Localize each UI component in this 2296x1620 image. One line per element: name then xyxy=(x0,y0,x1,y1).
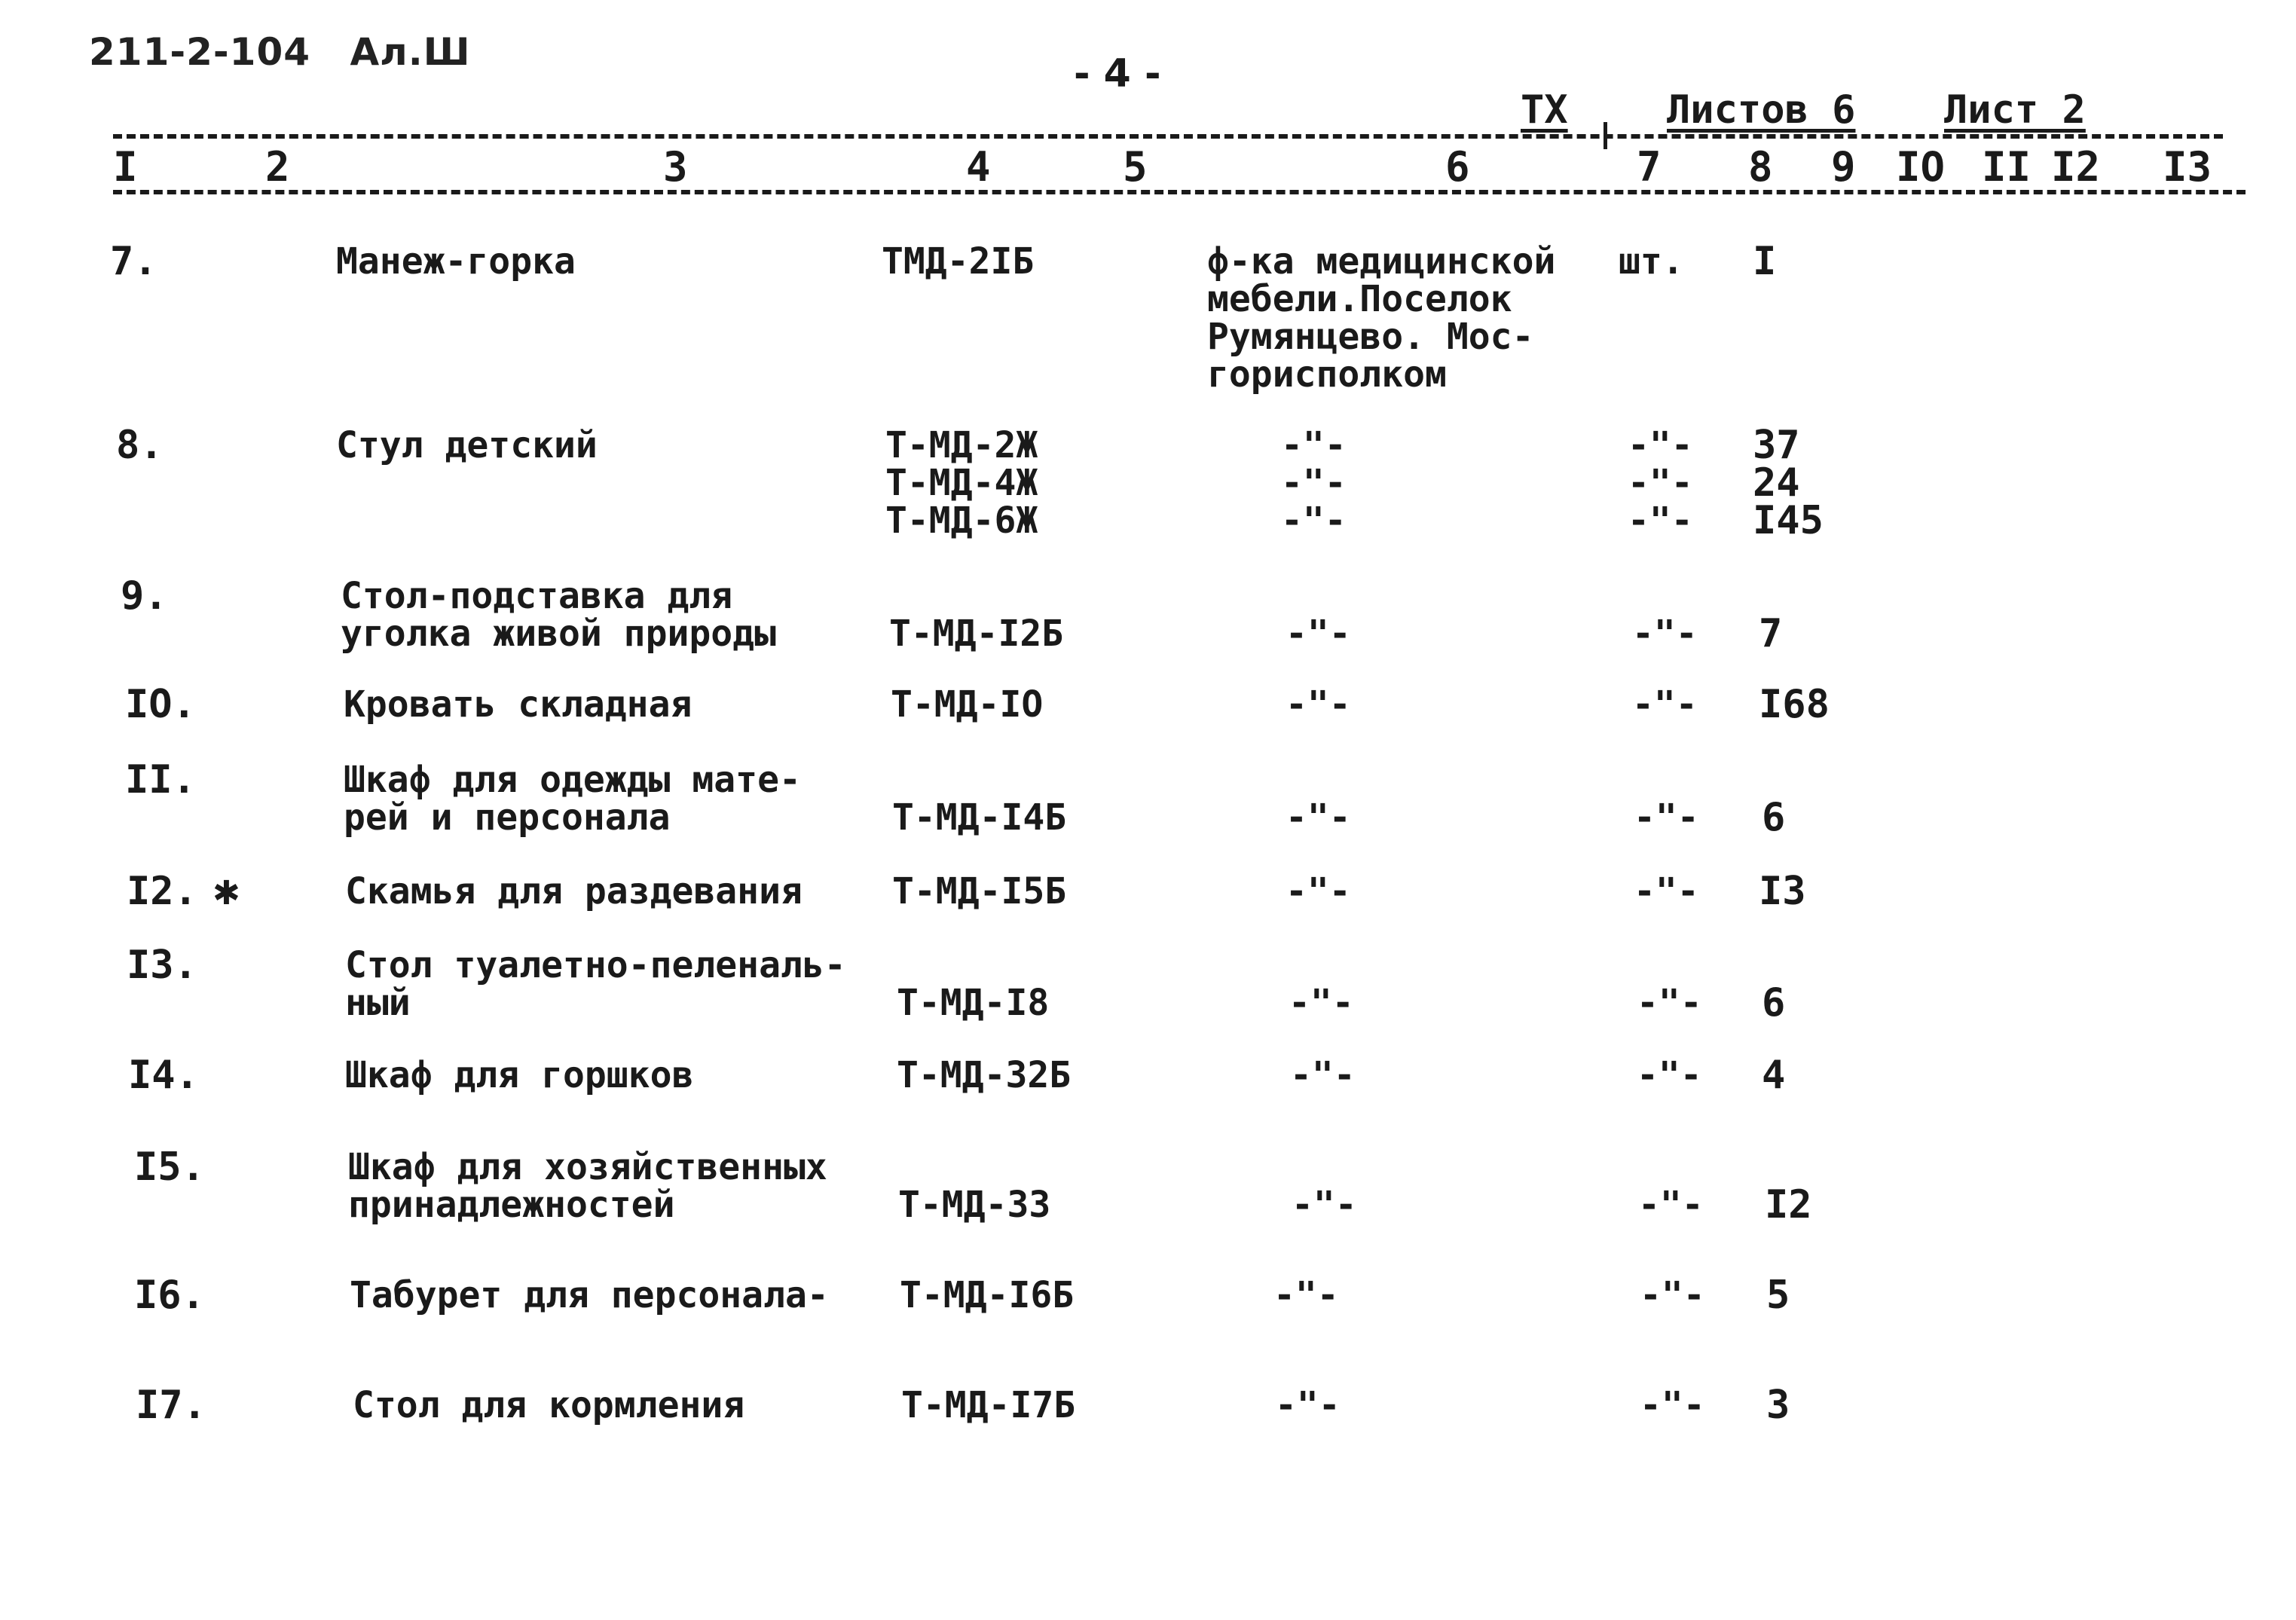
header-sheets-count: Листов 6 xyxy=(1667,87,1856,133)
item-quantity: I68 xyxy=(1759,682,1830,727)
column-number-11: II xyxy=(1982,143,2032,191)
item-name: Шкаф для одежды мате- рей и персонала xyxy=(344,759,801,839)
item-code: Т-МД-IO xyxy=(891,683,1044,726)
item-manufacturer: -"- xyxy=(1273,1274,1339,1316)
row-number: I5. xyxy=(134,1145,205,1190)
item-code: Т-МД-33 xyxy=(898,1184,1051,1226)
item-quantity: I xyxy=(1753,239,1777,284)
item-unit: -"- xyxy=(1638,1184,1704,1226)
item-code: Т-МД-I5Б xyxy=(892,870,1067,912)
item-unit: -"- xyxy=(1637,982,1702,1024)
row-number: I7. xyxy=(136,1383,206,1428)
column-number-5: 5 xyxy=(1123,143,1148,191)
item-code: Т-МД-I7Б xyxy=(901,1384,1076,1426)
item-unit: -"- xyxy=(1634,870,1699,912)
margin-mark-icon: ✱ xyxy=(212,874,240,912)
row-number: I3. xyxy=(127,943,197,988)
item-quantity: I2 xyxy=(1765,1182,1812,1227)
item-name: Манеж-горка xyxy=(336,240,576,283)
item-quantity: 7 xyxy=(1759,611,1783,656)
column-number-7: 7 xyxy=(1637,143,1662,191)
item-unit: -"- xyxy=(1632,613,1698,655)
item-manufacturer: -"- xyxy=(1286,870,1351,912)
item-manufacturer: -"- -"- -"- xyxy=(1281,424,1347,542)
row-number: 7. xyxy=(110,239,157,284)
page-number: - 4 - xyxy=(1074,51,1161,96)
item-unit: шт. xyxy=(1619,240,1684,283)
item-unit: -"- -"- -"- xyxy=(1628,424,1693,542)
item-code: Т-МД-2Ж Т-МД-4Ж Т-МД-6Ж xyxy=(885,424,1038,542)
item-code: Т-МД-I6Б xyxy=(900,1274,1075,1316)
item-name: Шкаф для хозяйственных принадлежностей xyxy=(348,1146,827,1226)
item-manufacturer: -"- xyxy=(1290,1054,1356,1096)
item-code: Т-МД-I8 xyxy=(897,982,1050,1024)
document-code-number: 211-2-104 xyxy=(89,30,311,74)
column-number-9: 9 xyxy=(1831,143,1856,191)
item-manufacturer: -"- xyxy=(1275,1384,1341,1426)
document-code xyxy=(89,30,471,74)
row-number: IO. xyxy=(125,682,196,727)
row-number: I6. xyxy=(134,1273,205,1318)
item-unit: -"- xyxy=(1640,1384,1705,1426)
item-quantity: 3 xyxy=(1766,1383,1790,1428)
header-tx: ТХ xyxy=(1521,87,1568,133)
header-sheet-number: Лист 2 xyxy=(1944,87,2086,133)
item-quantity: 6 xyxy=(1762,980,1786,1025)
item-manufacturer: -"- xyxy=(1292,1184,1357,1226)
item-manufacturer: -"- xyxy=(1286,613,1351,655)
item-unit: -"- xyxy=(1637,1054,1702,1096)
item-quantity: I3 xyxy=(1759,869,1806,914)
item-quantity: 6 xyxy=(1762,795,1786,840)
document-code-suffix: Ал.Ш xyxy=(350,30,471,74)
column-number-1: I xyxy=(113,143,138,191)
column-number-3: 3 xyxy=(663,143,688,191)
item-quantity: 4 xyxy=(1762,1053,1786,1098)
column-number-6: 6 xyxy=(1445,143,1470,191)
column-number-4: 4 xyxy=(966,143,991,191)
item-manufacturer: -"- xyxy=(1289,982,1354,1024)
header-dashed-rule-top xyxy=(113,134,2223,139)
column-number-2: 2 xyxy=(265,143,290,191)
row-number: I2. xyxy=(127,869,197,914)
row-number: I4. xyxy=(128,1053,199,1098)
row-number: 9. xyxy=(121,573,168,619)
item-manufacturer: -"- xyxy=(1286,683,1351,726)
item-code: ТМД-2IБ xyxy=(882,240,1035,283)
item-name: Скамья для раздевания xyxy=(345,870,803,912)
item-name: Стол-подставка для уголка живой природы xyxy=(341,575,776,655)
item-name: Кровать складная xyxy=(344,683,692,726)
row-number: 8. xyxy=(116,423,164,468)
item-code: Т-МД-I2Б xyxy=(889,613,1064,655)
item-code: Т-МД-I4Б xyxy=(892,796,1067,839)
item-unit: -"- xyxy=(1634,796,1699,839)
item-unit: -"- xyxy=(1632,683,1698,726)
item-manufacturer: ф-ка медицинской мебели.Поселок Румянцево. Мос- горисполком xyxy=(1207,240,1556,396)
item-unit: -"- xyxy=(1640,1274,1705,1316)
row-number: II. xyxy=(125,757,196,802)
column-number-13: I3 xyxy=(2163,143,2212,191)
item-quantity: 5 xyxy=(1766,1273,1790,1318)
item-name: Стул детский xyxy=(336,424,598,466)
item-quantity: 37 24 I45 xyxy=(1753,423,1824,543)
item-name: Стол туалетно-пеленаль- ный xyxy=(345,944,846,1024)
item-manufacturer: -"- xyxy=(1286,796,1351,839)
column-number-8: 8 xyxy=(1748,143,1773,191)
column-number-12: I2 xyxy=(2051,143,2101,191)
item-name: Стол для кормления xyxy=(353,1384,745,1426)
item-name: Табурет для персонала- xyxy=(350,1274,829,1316)
item-name: Шкаф для горшков xyxy=(345,1054,694,1096)
item-code: Т-МД-32Б xyxy=(897,1054,1072,1096)
column-number-10: IO xyxy=(1896,143,1946,191)
